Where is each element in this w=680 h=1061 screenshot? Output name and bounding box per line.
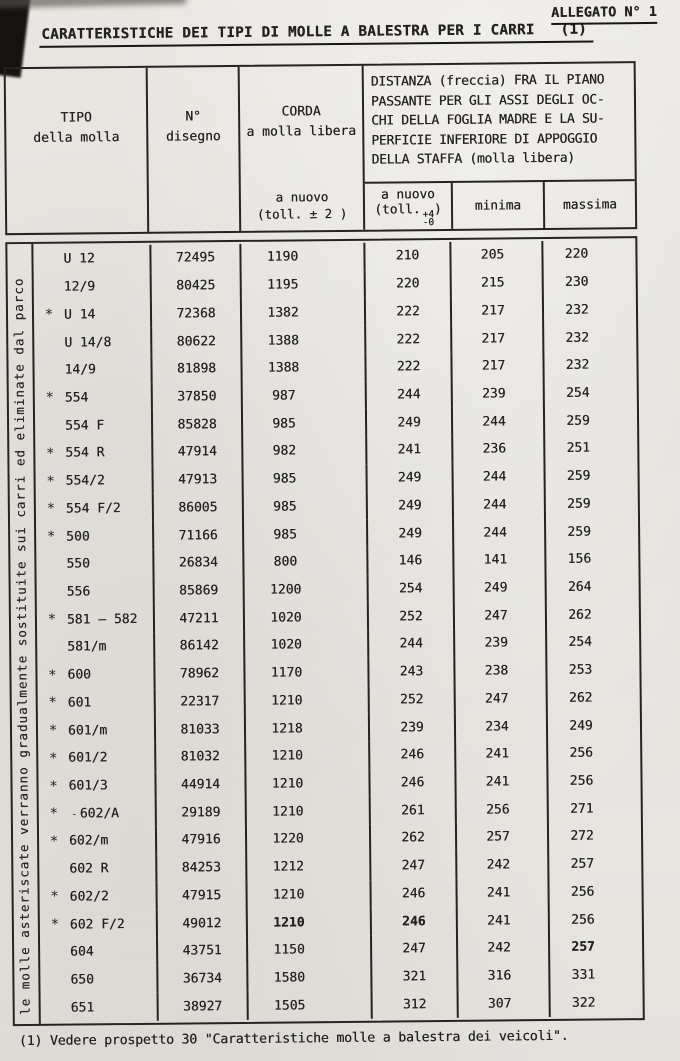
cell-a-nuovo: 244 [365,381,451,410]
a-nuovo-label: a nuovo [380,186,435,203]
cell-disegno: 47211 [153,604,243,633]
tipo-value: 556 [66,584,91,600]
cell-minima: 241 [456,906,548,935]
cell-tipo [39,827,155,856]
cell-minima: 141 [452,546,544,575]
cell-corda: 982 [241,437,365,466]
cell-tipo [38,688,154,717]
cell-tipo [34,356,150,385]
cell-a-nuovo: 249 [365,464,451,493]
cell-a-nuovo: 247 [369,852,455,881]
tipo-value: 554 [64,390,89,406]
tipo-value: 602/A [79,805,120,822]
page-title-text: CARATTERISTICHE DEI TIPI DI MOLLE A BALESTRA PER I CARRI [41,22,535,43]
distanza-line5: DELLA STAFFA (molla libera) [371,150,575,168]
distanza-line2: PASSANTE PER GLI ASSI DEGLI OC- [370,91,605,110]
cell-a-nuovo: 243 [367,658,453,687]
cell-a-nuovo: 249 [365,408,451,437]
allegato-label: ALLEGATO N° 1 [551,4,657,25]
subheader-a-nuovo [365,183,451,230]
cell-a-nuovo: 246 [370,907,456,936]
cell-corda: 985 [241,409,365,438]
tipo-value: 601/2 [68,750,108,766]
cell-massima: 262 [545,600,639,629]
cell-a-nuovo: 252 [368,685,454,714]
cell-minima: 205 [449,241,541,270]
cell-disegno: 85869 [153,577,243,606]
asterisk-marker [34,329,64,357]
cell-tipo [35,383,151,412]
cell-tipo [40,910,156,939]
cell-minima: 247 [453,601,545,630]
cell-massima: 256 [547,878,641,907]
table-body [33,238,642,1024]
cell-corda: 1210 [245,880,369,909]
cell-massima: 232 [542,351,636,380]
tipo-value: 601/3 [68,778,108,794]
asterisk-marker: * [49,778,58,795]
cell-minima: 244 [451,463,543,492]
cell-massima: 251 [543,434,637,463]
cell-minima: 217 [450,324,542,353]
cell-disegno: 86142 [153,632,243,661]
tipo-value: U 14 [63,307,96,323]
tipo-value: 602 R [69,861,109,877]
asterisk-marker: * [48,667,57,684]
cell-minima: 247 [454,685,546,714]
cell-minima: 316 [456,962,548,991]
tolerance-plus: +4 [422,208,435,220]
cell-minima: 241 [454,740,546,769]
cell-disegno: 78962 [153,660,243,689]
asterisk-marker [39,855,69,883]
asterisk-marker [33,246,63,274]
cell-tipo [34,300,150,329]
cell-corda: 1382 [240,298,364,327]
cell-a-nuovo: 247 [370,935,456,964]
cell-minima: 236 [451,435,543,464]
corda-subheader-anuovo: a nuovo [275,189,329,205]
cell-disegno: 81033 [154,715,244,744]
asterisk-marker: * [47,611,57,629]
cell-massima: 220 [541,240,635,269]
tipo-value: 602/2 [69,889,109,905]
column-header-corda [238,66,364,231]
cell-a-nuovo: 254 [367,575,453,604]
cell-a-nuovo: 246 [368,769,454,798]
cell-corda: 985 [242,492,366,521]
cell-disegno: 37850 [151,383,241,412]
cell-a-nuovo: 312 [371,990,457,1019]
cell-massima: 322 [549,989,643,1018]
cell-massima: 249 [546,711,640,740]
cell-a-nuovo: 220 [364,270,450,299]
asterisk-marker: * [50,916,60,933]
column-header-distanza [362,63,636,230]
cell-massima: 259 [544,517,638,546]
tipo-value: 14/9 [64,362,96,378]
cell-disegno: 85828 [151,410,241,439]
cell-tipo [36,522,152,551]
cell-disegno: 86005 [152,493,242,522]
distanza-line4: PERFICIE INFERIORE DI APPOGGIO [371,131,598,149]
cell-tipo [38,744,154,773]
cell-corda: 1220 [245,825,369,854]
cell-disegno: 36734 [156,965,246,994]
cell-a-nuovo: 146 [366,547,452,576]
cell-tipo [38,771,154,800]
tipo-header-line2: della molla [33,130,120,146]
asterisk-marker: * [48,695,58,712]
cell-tipo [35,467,151,496]
cell-tipo [37,577,153,606]
cell-massima: 264 [545,573,639,602]
cell-disegno: 26834 [152,549,242,578]
cell-minima: 239 [451,380,543,409]
cell-a-nuovo: 210 [363,242,449,271]
cell-disegno: 80425 [150,272,240,301]
cell-a-nuovo: 222 [364,297,450,326]
cell-minima: 241 [454,768,546,797]
cell-a-nuovo: 244 [367,630,453,659]
cell-a-nuovo: 222 [364,353,450,382]
tolerance-close: ) [433,201,442,217]
subheader-massima: massima [543,181,635,228]
cell-massima: 257 [547,850,641,879]
page-title-footnote-ref: (1) [560,21,588,38]
cell-disegno: 80622 [150,327,240,356]
cell-tipo [41,993,157,1022]
distanza-line1: DISTANZA (freccia) FRA IL PIANO [370,72,605,90]
cell-corda: 987 [241,381,365,410]
asterisk-marker: * [44,307,54,324]
cell-corda: 1580 [246,963,370,992]
disegno-header-line1: N° [185,109,202,125]
cell-tipo [36,550,152,579]
cell-corda: 985 [241,465,365,494]
cell-tipo [34,273,150,302]
column-header-tipo [6,68,148,233]
tipo-value: 602/m [69,833,109,850]
cell-tipo [33,245,149,274]
cell-tipo [37,633,153,662]
cell-a-nuovo: 252 [367,602,453,631]
cell-corda: 1170 [243,659,367,688]
cell-corda: 1195 [240,270,364,299]
asterisk-marker [40,939,70,967]
cell-disegno: 29189 [155,798,245,827]
tipo-value: 554 R [65,445,105,462]
corda-subheader-tolerance: (toll. ± 2 ) [256,205,348,222]
cell-minima: 215 [450,269,542,298]
disegno-header-line2: disegno [165,129,221,145]
tipo-value: 581/m [67,639,107,656]
cell-disegno: 49012 [156,909,246,938]
cell-tipo [37,661,153,690]
distanza-subheader-row [365,179,635,230]
cell-corda: 1190 [239,243,363,272]
cell-corda: 1210 [244,686,368,715]
tipo-value: 604 [70,944,94,960]
cell-a-nuovo: 262 [369,824,455,853]
cell-massima: 256 [546,739,640,768]
asterisk-marker [34,273,64,301]
cell-tipo [40,965,156,994]
asterisk-marker [34,357,64,385]
cell-corda: 1505 [247,991,371,1020]
subheader-minima: minima [451,182,543,229]
cell-disegno: 71166 [152,521,242,550]
tipo-value: 601 [67,695,92,711]
cell-minima: 241 [455,879,547,908]
cell-a-nuovo: 222 [364,325,450,354]
tipo-value: 12/9 [63,279,96,295]
cell-massima: 256 [548,905,642,934]
tipo-value: U 12 [63,251,95,268]
cell-disegno: 47914 [151,438,241,467]
cell-corda: 1218 [244,714,368,743]
cell-corda: 1210 [244,769,368,798]
cell-massima: 256 [546,767,640,796]
cell-tipo [38,716,154,745]
cell-a-nuovo: 249 [366,491,452,520]
tipo-value: 600 [67,667,92,683]
cell-massima: 232 [542,296,636,325]
asterisk-marker: * [49,833,59,850]
distanza-description [364,63,635,170]
cell-massima: 262 [546,684,640,713]
cell-a-nuovo: 261 [369,796,455,825]
cell-minima: 238 [453,657,545,686]
cell-a-nuovo: 246 [368,741,454,770]
cell-minima: 257 [455,823,547,852]
tipo-value: 602 F/2 [69,916,125,933]
asterisk-marker [40,966,70,994]
cell-disegno: 47913 [151,466,241,495]
cell-minima: 234 [454,712,546,741]
cell-tipo [35,439,151,468]
cell-corda: 1210 [245,797,369,826]
asterisk-marker [37,578,67,606]
tipo-value: 554/2 [65,473,105,489]
side-note-rotated: le molle asteriscate verranno gradualmente sostituite sui carri ed eliminate dal parco [10,277,33,1016]
tipo-value: 500 [66,528,90,545]
cell-a-nuovo: 249 [366,519,452,548]
corda-header-line2: a molla libera [246,123,357,140]
cell-massima: 271 [547,795,641,824]
cell-tipo [36,494,152,523]
asterisk-marker: * [46,528,56,545]
table-data-grid [5,236,644,1026]
cell-massima: 253 [545,656,639,685]
distanza-line3: CHI DELLA FOGLIA MADRE E LA SU- [371,111,605,129]
cell-disegno: 81032 [154,743,244,772]
cell-corda: 1020 [243,631,367,660]
cell-minima: 249 [453,574,545,603]
cell-minima: 244 [451,407,543,436]
cell-corda: 1388 [240,326,364,355]
cell-corda: 1212 [245,853,369,882]
cell-minima: 256 [455,795,547,824]
tipo-value: 650 [70,972,94,988]
asterisk-marker: * [48,722,58,739]
cell-massima: 257 [548,933,642,962]
cell-corda: 1388 [240,354,364,383]
table-row [41,989,643,1022]
cell-disegno: 22317 [154,687,244,716]
cell-a-nuovo: 241 [365,436,451,465]
cell-a-nuovo: 321 [370,963,456,992]
cell-tipo [39,855,155,884]
a-nuovo-tolerance [374,202,442,229]
asterisk-marker: * [46,473,55,490]
table-header [4,61,638,235]
cell-corda: 800 [242,548,366,577]
cell-corda: 985 [242,520,366,549]
cell-tipo [40,938,156,967]
cell-tipo [34,328,150,357]
corda-header-line1: CORDA [281,104,321,120]
cell-corda: 1210 [244,742,368,771]
cell-minima: 239 [453,629,545,658]
asterisk-marker: * [50,889,59,906]
tipo-value: 581 – 582 [66,611,138,628]
column-header-disegno [146,67,240,232]
tipo-value: 601/m [67,722,108,739]
page-title [39,22,593,48]
stray-dash-mark: - [70,807,78,821]
tipo-value: 554 F/2 [65,500,121,517]
cell-disegno: 81898 [150,355,240,384]
cell-massima: 156 [544,545,638,574]
cell-minima: 242 [456,934,548,963]
cell-tipo [37,605,153,634]
asterisk-marker [41,994,71,1022]
cell-disegno: 43751 [156,937,246,966]
cell-disegno: 84253 [155,854,245,883]
cell-disegno: 72368 [150,299,240,328]
cell-massima: 331 [548,961,642,990]
cell-a-nuovo: 246 [369,879,455,908]
cell-minima: 242 [455,851,547,880]
asterisk-marker: * [48,750,58,767]
asterisk-marker [37,634,67,662]
asterisk-marker [36,551,66,579]
cell-a-nuovo: 239 [368,713,454,742]
cell-massima: 259 [543,406,637,435]
cell-disegno: 47915 [155,881,245,910]
cell-tipo [39,882,155,911]
cell-minima: 307 [457,989,549,1018]
tipo-value: 651 [70,1000,95,1016]
cell-minima: 217 [450,296,542,325]
cell-massima: 254 [545,628,639,657]
asterisk-marker: * [49,805,59,823]
tolerance-minus: -0 [422,217,435,229]
cell-minima: 244 [452,518,544,547]
cell-minima: 217 [450,352,542,381]
cell-corda: 1150 [246,936,370,965]
tipo-header-line1: TIPO [60,110,92,126]
tipo-value: 554 F [65,417,105,434]
asterisk-marker: * [45,390,55,407]
cell-disegno: 38927 [157,992,247,1021]
cell-massima: 230 [542,268,636,297]
cell-massima: 232 [542,323,636,352]
cell-massima: 254 [543,379,637,408]
cell-tipo [39,799,155,828]
cell-disegno: 47916 [155,826,245,855]
cell-disegno: 72495 [149,244,239,273]
cell-massima: 272 [547,822,641,851]
cell-corda: 1200 [243,575,367,604]
footnote: (1) Vedere prospetto 30 "Caratteristiche molle a balestra dei veicoli". [18,1028,569,1050]
asterisk-marker: * [46,501,56,518]
cell-disegno: 44914 [154,771,244,800]
cell-massima: 259 [544,490,638,519]
cell-minima: 244 [452,491,544,520]
asterisk-marker [35,412,65,440]
cell-corda: 1020 [243,603,367,632]
tipo-value: U 14/8 [64,334,112,351]
cell-corda: 1210 [246,908,370,937]
cell-tipo [35,411,151,440]
tolerance-open: (toll. [374,201,421,218]
cell-massima: 259 [543,462,637,491]
tipo-value: 550 [66,556,90,572]
asterisk-marker: * [46,445,55,462]
